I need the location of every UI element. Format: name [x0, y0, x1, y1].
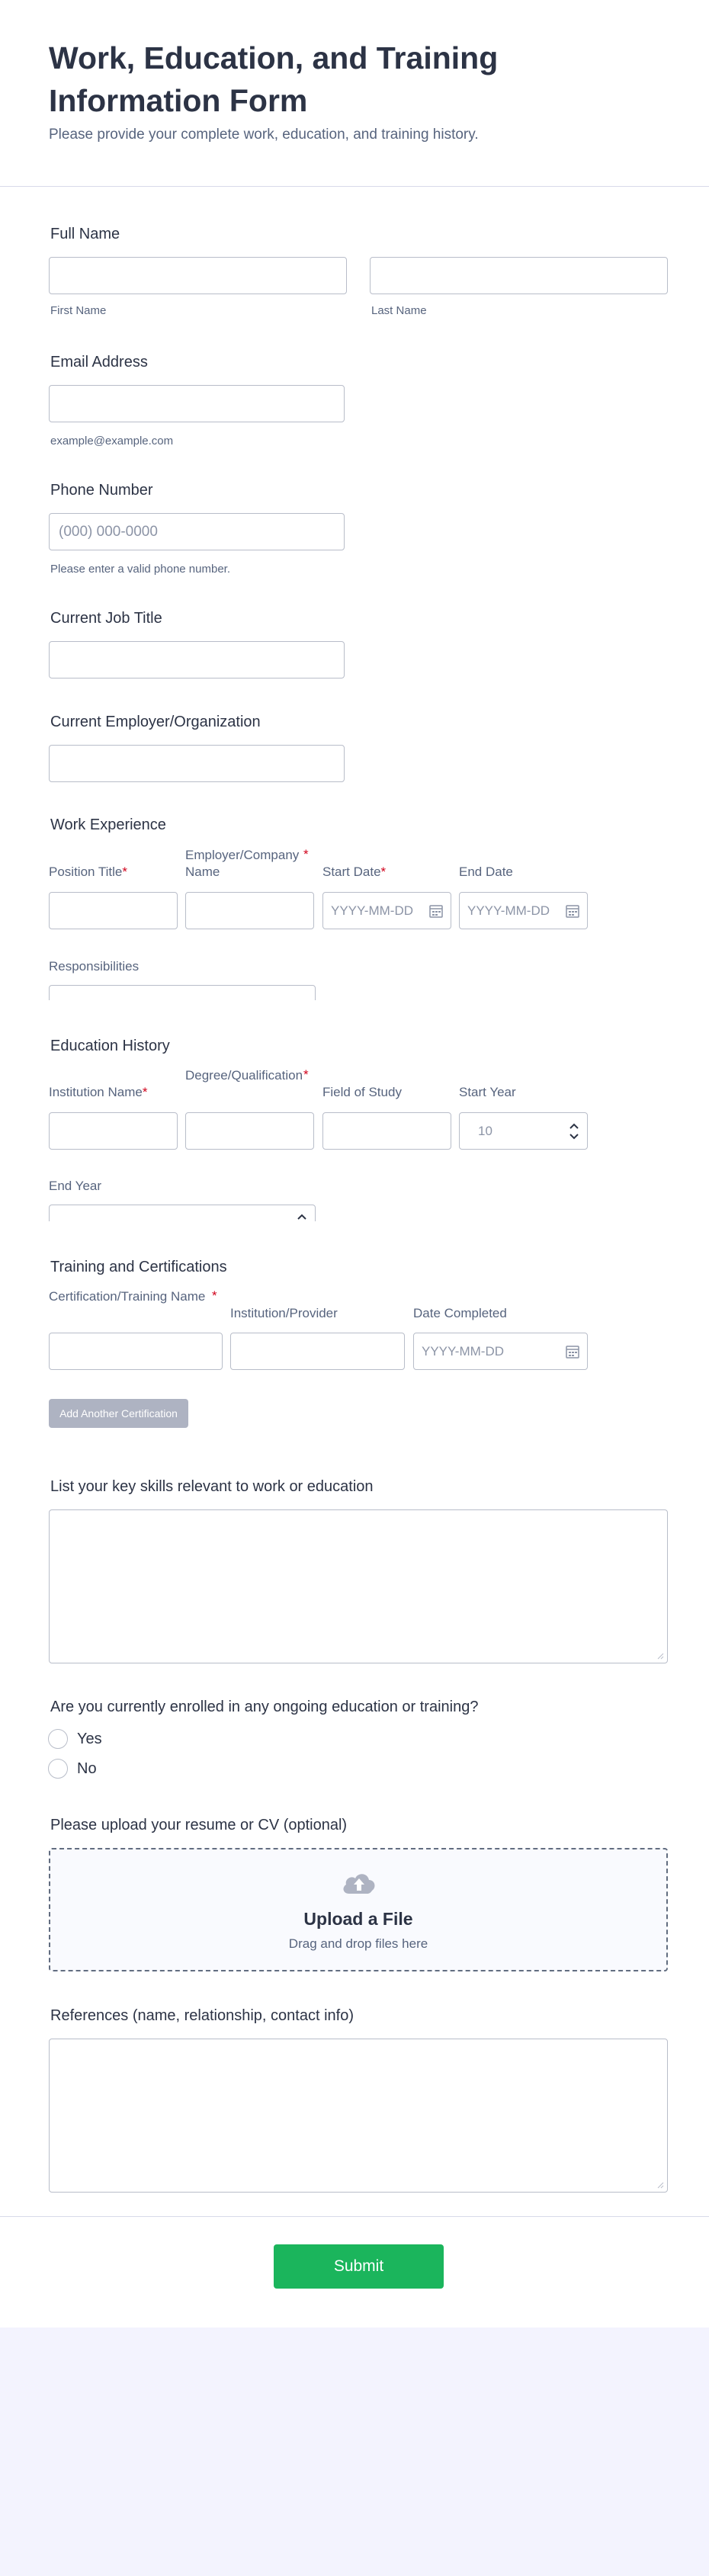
resume-label: Please upload your resume or CV (optional)	[50, 1817, 348, 1833]
institution-provider-input[interactable]	[230, 1333, 405, 1370]
upload-title: Upload a File	[303, 1909, 413, 1929]
phone-placeholder: (000) 000-0000	[59, 524, 158, 540]
phone-sublabel: Please enter a valid phone number.	[50, 563, 230, 576]
job-title-input[interactable]	[49, 641, 345, 678]
header-divider	[0, 186, 709, 187]
employer-label: Current Employer/Organization	[50, 714, 261, 730]
phone-label: Phone Number	[50, 482, 153, 499]
col-position-title-text: Position Title	[49, 865, 123, 879]
responsibilities-input[interactable]	[49, 985, 316, 1000]
responsibilities-clip	[49, 985, 316, 1000]
col-start-year	[459, 1084, 589, 1101]
email-input[interactable]	[49, 385, 345, 422]
col-institution-name	[49, 1084, 178, 1101]
certification-name-input[interactable]	[49, 1333, 223, 1370]
col-field-of-study-text: Field of Study	[322, 1085, 402, 1099]
references-textarea[interactable]	[49, 2039, 668, 2193]
required-mark: *	[142, 1085, 148, 1099]
education-label: Education History	[50, 1038, 170, 1054]
required-mark: *	[122, 865, 128, 879]
date-completed-input[interactable]	[413, 1333, 588, 1370]
col-position-title	[49, 864, 178, 881]
col-employer-name-text: Employer/Company Name	[185, 848, 300, 879]
upload-hint: Drag and drop files here	[288, 1936, 428, 1951]
field-of-study-input[interactable]	[322, 1112, 451, 1150]
start-year-value: 10	[478, 1124, 492, 1138]
cloud-upload-icon	[340, 1869, 378, 1897]
start-year-stepper[interactable]	[459, 1112, 588, 1150]
phone-input[interactable]	[49, 513, 345, 550]
submit-button[interactable]: Submit	[274, 2244, 444, 2289]
end-year-clip	[49, 1205, 316, 1221]
col-certification-name-text: Certification/Training Name	[49, 1289, 206, 1304]
col-start-date	[322, 864, 452, 881]
work-experience-label: Work Experience	[50, 816, 166, 833]
col-degree-text: Degree/Qualification	[185, 1068, 303, 1083]
enrolled-label: Are you currently enrolled in any ongoing education or training?	[50, 1699, 479, 1715]
col-start-year-text: Start Year	[459, 1085, 516, 1099]
required-mark: *	[303, 847, 309, 861]
start-date-input[interactable]	[322, 892, 451, 929]
last-name-input[interactable]	[370, 257, 668, 294]
required-mark: *	[380, 865, 387, 879]
calendar-icon[interactable]	[566, 904, 579, 918]
email-label: Email Address	[50, 354, 148, 371]
footer-divider	[0, 2216, 709, 2217]
skills-textarea[interactable]	[49, 1509, 668, 1663]
upload-dropzone[interactable]	[49, 1848, 668, 1971]
form-subtitle: Please provide your complete work, education, and training history.	[49, 127, 479, 143]
responsibilities-label: Responsibilities	[49, 959, 140, 974]
degree-input[interactable]	[185, 1112, 314, 1150]
date-completed-placeholder: YYYY-MM-DD	[422, 1344, 504, 1359]
col-field-of-study	[322, 1084, 452, 1101]
resize-handle-icon[interactable]	[656, 1652, 664, 1660]
position-title-input[interactable]	[49, 892, 178, 929]
employer-input[interactable]	[49, 745, 345, 782]
calendar-icon[interactable]	[566, 1345, 579, 1359]
col-degree	[185, 1067, 305, 1084]
end-year-label: End Year	[49, 1179, 102, 1193]
radio-yes-label[interactable]: Yes	[77, 1731, 102, 1747]
training-label: Training and Certifications	[50, 1259, 227, 1275]
job-title-label: Current Job Title	[50, 610, 162, 627]
add-certification-button[interactable]: Add Another Certification	[49, 1399, 188, 1428]
col-institution-provider	[230, 1305, 398, 1322]
radio-no[interactable]	[48, 1759, 68, 1779]
end-date-input[interactable]	[459, 892, 588, 929]
required-mark: *	[212, 1288, 217, 1303]
chevron-up-icon[interactable]	[297, 1211, 307, 1221]
end-year-stepper[interactable]	[49, 1205, 316, 1221]
employer-name-input[interactable]	[185, 892, 314, 929]
skills-label: List your key skills relevant to work or education	[50, 1478, 374, 1495]
last-name-sublabel: Last Name	[371, 304, 427, 317]
form-title: Work, Education, and Training Information Form	[49, 40, 499, 118]
first-name-input[interactable]	[49, 257, 347, 294]
col-start-date-text: Start Date	[322, 865, 381, 879]
col-institution-name-text: Institution Name	[49, 1085, 143, 1099]
col-end-date-text: End Date	[459, 865, 513, 879]
email-sublabel: example@example.com	[50, 435, 174, 448]
institution-name-input[interactable]	[49, 1112, 178, 1150]
stepper-arrows-icon[interactable]	[569, 1121, 579, 1142]
first-name-sublabel: First Name	[50, 304, 107, 317]
col-date-completed	[413, 1305, 581, 1322]
col-employer-name	[185, 847, 311, 881]
required-mark: *	[303, 1067, 309, 1082]
radio-no-label[interactable]: No	[77, 1760, 97, 1777]
full-name-label: Full Name	[50, 226, 120, 242]
calendar-icon[interactable]	[429, 904, 443, 918]
col-certification-name	[49, 1288, 217, 1305]
references-label: References (name, relationship, contact info)	[50, 2007, 354, 2024]
resize-handle-icon[interactable]	[656, 2181, 664, 2189]
col-date-completed-text: Date Completed	[413, 1306, 507, 1320]
radio-yes[interactable]	[48, 1729, 68, 1749]
col-institution-provider-text: Institution/Provider	[230, 1306, 338, 1320]
col-end-date	[459, 864, 589, 881]
end-date-placeholder: YYYY-MM-DD	[467, 903, 550, 918]
start-date-placeholder: YYYY-MM-DD	[331, 903, 413, 918]
